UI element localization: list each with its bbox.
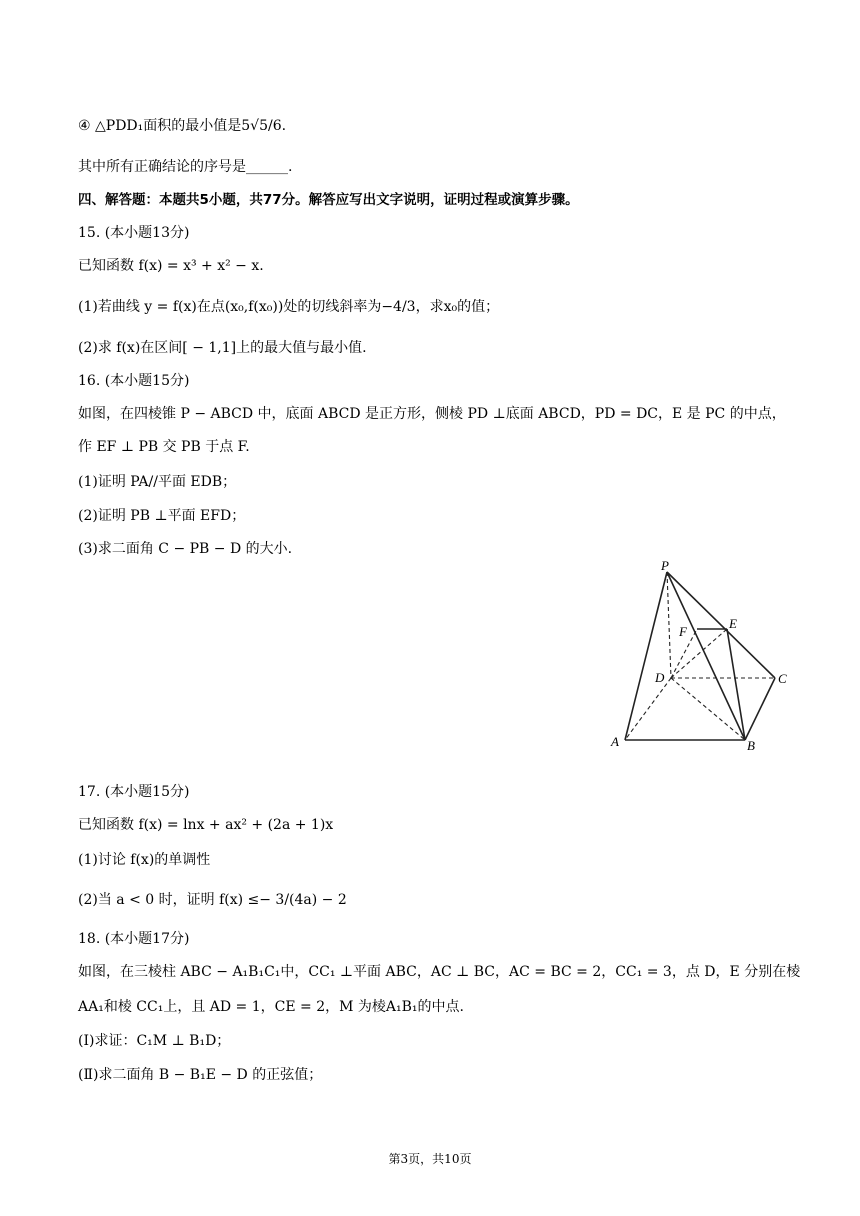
edge-pa: [625, 572, 667, 740]
text-line: 如图，在三棱柱 ABC − A₁B₁C₁中，CC₁ ⊥平面 ABC，AC ⊥ BC，AC = BC = 2，CC₁ = 3，点 D，E 分别在棱: [78, 964, 801, 980]
text-line: (2)当 a < 0 时，证明 f(x) ≤− 3/(4a) − 2: [78, 892, 347, 908]
label-d: D: [655, 670, 665, 685]
text-line: (Ⅰ)求证：C₁M ⊥ B₁D；: [78, 1033, 231, 1049]
text-line: 已知函数 f(x) = x³ + x² − x.: [78, 258, 264, 274]
page-footer: 第3页，共10页: [388, 1152, 472, 1166]
edge-pd: [667, 572, 671, 678]
label-a: A: [611, 734, 619, 749]
text-line: 其中所有正确结论的序号是______.: [78, 159, 293, 175]
problem-heading: 18. (本小题17分): [78, 931, 190, 947]
pyramid-figure: [605, 558, 795, 753]
text-line: (3)求二面角 C − PB − D 的大小.: [78, 541, 293, 557]
text-line: 如图，在四棱锥 P − ABCD 中，底面 ABCD 是正方形，侧棱 PD ⊥底面 ABCD，PD = DC，E 是 PC 的中点，: [78, 406, 786, 422]
text-line: (2)求 f(x)在区间[ − 1,1]上的最大值与最小值.: [78, 340, 367, 356]
problem-heading: 17. (本小题15分): [78, 784, 190, 800]
label-e: E: [729, 616, 737, 631]
text-line: (Ⅱ)求二面角 B − B₁E − D 的正弦值；: [78, 1067, 323, 1083]
label-p: P: [661, 558, 669, 573]
text-line: (1)讨论 f(x)的单调性: [78, 852, 211, 868]
text-line: (1)证明 PA//平面 EDB；: [78, 474, 237, 490]
text-line: AA₁和棱 CC₁上，且 AD = 1，CE = 2，M 为棱A₁B₁的中点.: [78, 999, 464, 1015]
label-f: F: [679, 624, 687, 639]
text-line: 作 EF ⊥ PB 交 PB 于点 F.: [78, 439, 250, 455]
text-line: ④ △PDD₁面积的最小值是5√5/6.: [78, 118, 287, 134]
section-heading: 四、解答题：本题共5小题，共77分。解答应写出文字说明，证明过程或演算步骤。: [78, 192, 579, 208]
label-c: C: [778, 671, 787, 686]
problem-heading: 15. (本小题13分): [78, 225, 190, 241]
label-b: B: [747, 738, 755, 753]
problem-heading: 16. (本小题15分): [78, 373, 190, 389]
text-line: 已知函数 f(x) = lnx + ax² + (2a + 1)x: [78, 817, 334, 833]
edge-da: [625, 678, 671, 740]
edge-pb: [667, 572, 745, 740]
edge-bc: [745, 678, 775, 740]
text-line: (1)若曲线 y = f(x)在点(x₀,f(x₀))处的切线斜率为−4/3，求x₀的值；: [78, 299, 500, 315]
text-line: (2)证明 PB ⊥平面 EFD；: [78, 508, 246, 524]
edge-db: [671, 678, 745, 740]
